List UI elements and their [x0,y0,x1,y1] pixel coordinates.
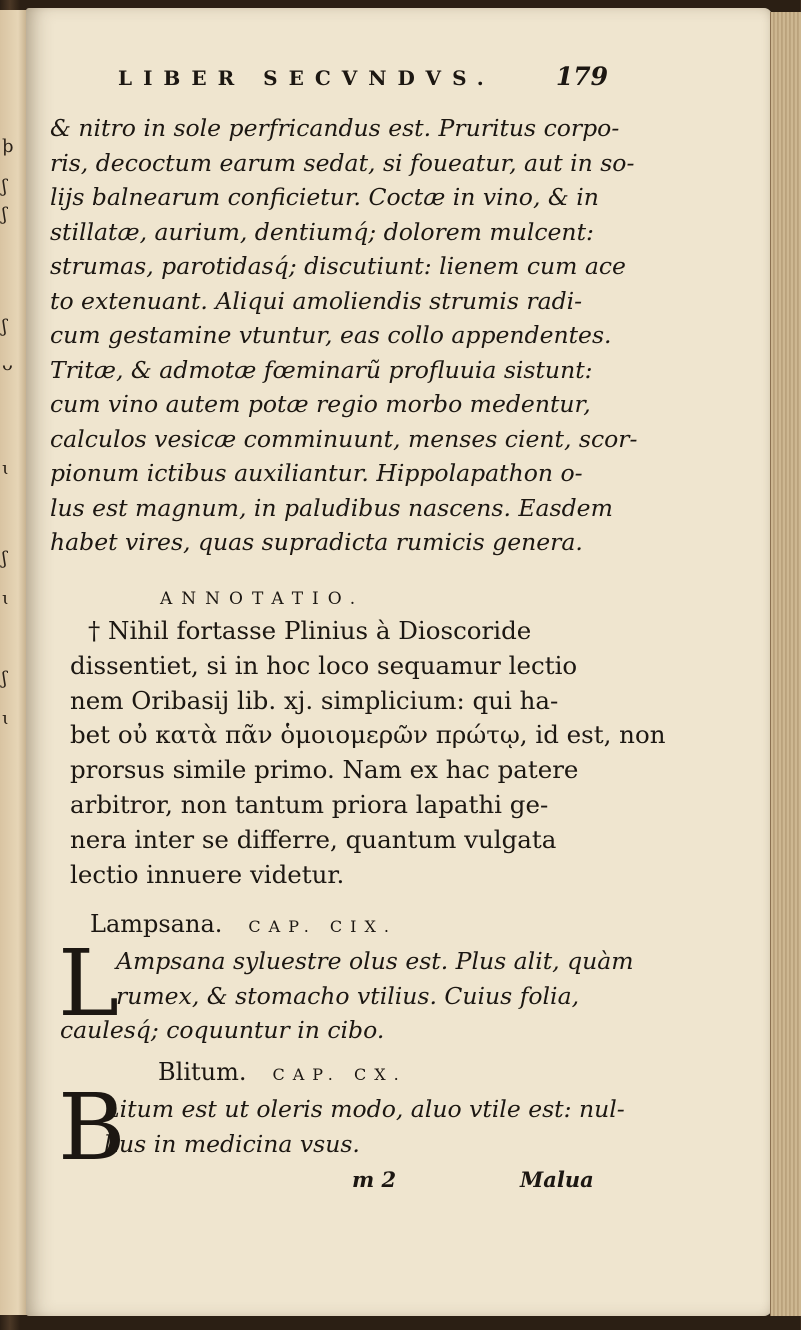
catchword: Malua [520,1167,594,1192]
margin-mark: ʃ [2,204,7,225]
text-line: bet οὐ κατὰ πᾶν ὁμοιομερῶν πρώτῳ, id est, non [70,720,666,750]
text-line: nem Oribasij lib. xj. simplicium: qui ha- [70,685,559,715]
margin-mark: ɩ [2,458,10,479]
drop-cap-initial: L [58,930,120,1037]
main-passage [50,111,638,560]
annotation-title: ANNOTATIO. [160,589,365,609]
page-number: 179 [555,62,608,91]
text-line: to extenuant. Aliqui amoliendis strumis radi- [50,286,583,315]
chapter-title: Lampsana. [90,910,223,938]
chapter-heading-blitum [158,1058,407,1086]
text-line: lius in medicina vsus. [104,1129,360,1158]
text-line: Ampsana syluestre olus est. Plus alit, quàm [116,947,634,975]
text-line: calculos vesicæ comminuunt, menses cient, scor- [50,424,638,453]
text-line: prorsus simile primo. Nam ex hac patere [70,755,579,785]
chapter-text-lampsana [116,944,634,1013]
text-line: arbitror, non tantum priora lapathi ge- [70,789,549,819]
text-line: cum vino autem potæ regio morbo medentur, [50,390,591,418]
text-line: nera inter se differre, quantum vulgata [70,824,557,854]
running-title: LIBER SECVNDVS. [118,66,495,90]
chapter-heading-lampsana [90,910,397,938]
page-fore-edge [770,12,801,1316]
text-line: ris, decoctum earum sedat, si foueatur, aut in so- [50,148,635,177]
text-line: lijs balnearum conficietur. Coctæ in vino, & in [50,183,599,211]
margin-mark: ʃ [2,548,7,569]
margin-mark: ᴗ [2,354,13,375]
chapter-title: Blitum. [158,1058,247,1086]
chapter-number: CAP. CIX. [248,917,397,936]
text-line: strumas, parotidasq́; discutiunt: lienem cum ace [50,252,626,280]
text-line: dissentiet, si in hoc loco sequamur lectio [70,650,578,680]
text-line: Tritæ, & admotæ fœminarũ profluuia sistunt: [50,355,593,384]
text-line: pionum ictibus auxiliantur. Hippolapathon o- [50,459,583,487]
chapter-text-lampsana-cont [60,1013,600,1048]
text-line: caulesq́; coquuntur in cibo. [60,1016,385,1044]
text-line: rumex, & stomacho vtilius. Cuius folia, [116,981,580,1010]
annotation-passage [70,614,666,892]
text-line: cum gestamine vtuntur, eas collo appendentes. [50,321,612,349]
drop-cap-initial: B [58,1074,126,1181]
text-line: † Nihil fortasse Plinius à Dioscoride [88,616,532,645]
text-line: & nitro in sole perfricandus est. Pruritus corpo- [50,114,620,142]
margin-mark: ϸ [2,136,14,157]
margin-mark: ʃ [2,668,7,689]
margin-mark: ʃ [2,176,7,197]
margin-mark: ʃ [2,316,7,337]
chapter-text-blitum [104,1092,625,1161]
text-line: stillatæ, aurium, dentiumq́; dolorem mulcent: [50,217,594,246]
margin-mark: ɩ [2,588,10,609]
text-line: habet vires, quas supradicta rumicis genera. [50,528,583,556]
margin-mark: ɩ [2,708,10,729]
signature-mark: m 2 [352,1167,397,1192]
text-line: Litum est ut oleris modo, aluo vtile est: nul- [104,1095,625,1123]
chapter-number: CAP. CX. [272,1065,407,1084]
text-line: lus est magnum, in paludibus nascens. Easdem [50,493,613,522]
running-header [118,62,608,91]
margin-marks [2,130,16,730]
text-line: lectio innuere videtur. [70,859,345,889]
